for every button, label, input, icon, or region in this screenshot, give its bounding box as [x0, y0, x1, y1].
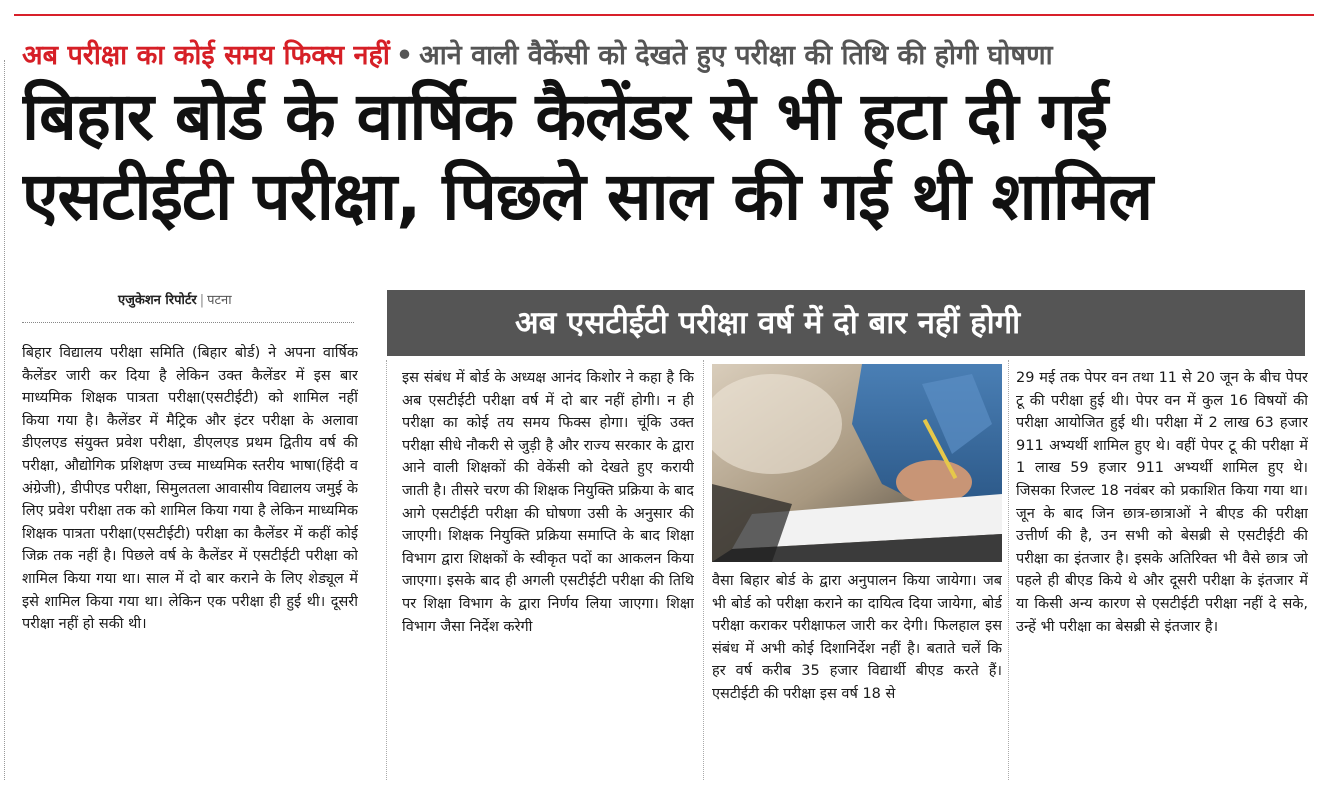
article-column-1: बिहार विद्यालय परीक्षा समिति (बिहार बोर्ड) ने अपना वार्षिक कैलेंडर जारी कर दिया है लेकिन उक्त कैलेंडर में इस बार माध्यमिक शिक्षक पात्रता परीक्षा(एसटीईटी) को शामिल नहीं किया गया है। कैलेंडर में मैट्रिक और इंटर परीक्षा के अलावा डीएलएड संयुक्त प्रवेश परीक्षा, डीएलएड प्रथम द्वितीय वर्ष की परीक्षा, औद्योगिक प्रशिक्षण उच्च माध्यमिक स्तरीय भाषा(हिंदी व अंग्रेजी), डीपीएड परीक्षा, सिमुलतला आवासीय विद्यालय जमुई के लिए प्रवेश परीक्षा तक को शामिल किया गया है लेकिन माध्यमिक शिक्षक पात्रता परीक्षा(एसटीईटी) परीक्षा का कैलेंडर में कहीं कोई जिक्र तक नहीं है। पिछले वर्ष के कैलेंडर में एसटीईटी परीक्षा को शामिल किया गया था। साल में दो बार कराने के लिए शेड्यूल में इसे शामिल किया गया था। लेकिन एक परीक्षा ही हुई थी। दूसरी परीक्षा नहीं हो सकी थी। — [22, 345, 358, 633]
top-red-rule — [14, 14, 1314, 16]
byline-place: पटना — [207, 293, 232, 308]
kicker-grey-text: आने वाली वैकेंसी को देखते हुए परीक्षा की तिथि की होगी घोषणा — [419, 40, 1053, 71]
byline — [118, 292, 232, 310]
kicker-bullet: • — [395, 40, 414, 71]
margin-dotted-guide — [4, 60, 5, 780]
headline-line-2: एसटीईटी परीक्षा, पिछले साल की गई थी शामिल — [22, 158, 1153, 235]
article-column-2: इस संबंध में बोर्ड के अध्यक्ष आनंद किशोर ने कहा है कि अब एसटीईटी परीक्षा वर्ष में दो बार नहीं होगी। न ही परीक्षा का कोई तय समय फिक्स होगा। चूंकि उक्त परीक्षा सीधे नौकरी से जुड़ी है और राज्य सरकार के द्वारा आने वाली शिक्षकों की वेकेंसी को देखते हुए करायी जाती है। तीसरे चरण की शिक्षक नियुक्ति प्रक्रिया के बाद आगे एसटीईटी परीक्षा की घोषणा उसी के अनुसार की जाएगी। शिक्षक नियुक्ति प्रक्रिया समाप्ति के बाद शिक्षा विभाग द्वारा शिक्षकों के स्वीकृत पदों का आकलन किया जाएगा। इसके बाद ही अगली एसटीईटी परीक्षा की तिथि पर शिक्षा विभाग के द्वारा निर्णय लिया जाएगा। शिक्षा विभाग जैसा निर्देश करेगी — [402, 370, 694, 635]
exam-student-photo — [712, 364, 1002, 562]
kicker-line — [22, 34, 1312, 78]
subheadline-bar — [387, 290, 1305, 356]
byline-dotted-rule — [22, 322, 354, 323]
byline-reporter: एजुकेशन रिपोर्टर — [118, 293, 197, 308]
subheadline-text: अब एसटीईटी परीक्षा वर्ष में दो बार नहीं होगी — [515, 305, 1021, 341]
column-divider — [703, 360, 704, 780]
kicker-red-text: अब परीक्षा का कोई समय फिक्स नहीं — [22, 40, 390, 71]
column-divider — [386, 360, 387, 780]
byline-separator: | — [199, 293, 205, 308]
headline — [22, 78, 1312, 238]
article-column-3: वैसा बिहार बोर्ड के द्वारा अनुपालन किया जायेगा। जब भी बोर्ड को परीक्षा कराने का दायित्व दिया जायेगा, बोर्ड परीक्षा कराकर परीक्षाफल जारी कर देगी। फिलहाल इस संबंध में अभी कोई दिशानिर्देश नहीं है। बताते चलें कि हर वर्ष करीब 35 हजार विद्यार्थी बीएड करते हैं। एसटीईटी की परीक्षा इस वर्ष 18 से — [712, 573, 1002, 702]
column-divider — [1008, 360, 1009, 780]
headline-line-1: बिहार बोर्ड के वार्षिक कैलेंडर से भी हटा दी गई — [22, 78, 1108, 155]
article-column-4: 29 मई तक पेपर वन तथा 11 से 20 जून के बीच पेपर टू की परीक्षा हुई थी। पेपर वन में कुल 16 विषयों की परीक्षा आयोजित हुई थी। परीक्षा में 2 लाख 63 हजार 911 अभ्यर्थी शामिल हुए थे। वहीं पेपर टू की परीक्षा में 1 लाख 59 हजार 911 अभ्यर्थी शामिल हुए थे। जिसका रिजल्ट 18 नवंबर को प्रकाशित किया गया था। जून के बाद जिन छात्र-छात्राओं ने बीएड की परीक्षा उत्तीर्ण की है, उन सभी को बेसब्री से एसटीईटी की परीक्षा का इंतजार है। इसके अतिरिक्त भी वैसे छात्र जो पहले ही बीएड किये थे और दूसरी परीक्षा के इंतजार में या किसी अन्य कारण से एसटीईटी परीक्षा नहीं दे सके, उन्हें भी परीक्षा का बेसब्री से इंतजार है। — [1016, 370, 1308, 635]
